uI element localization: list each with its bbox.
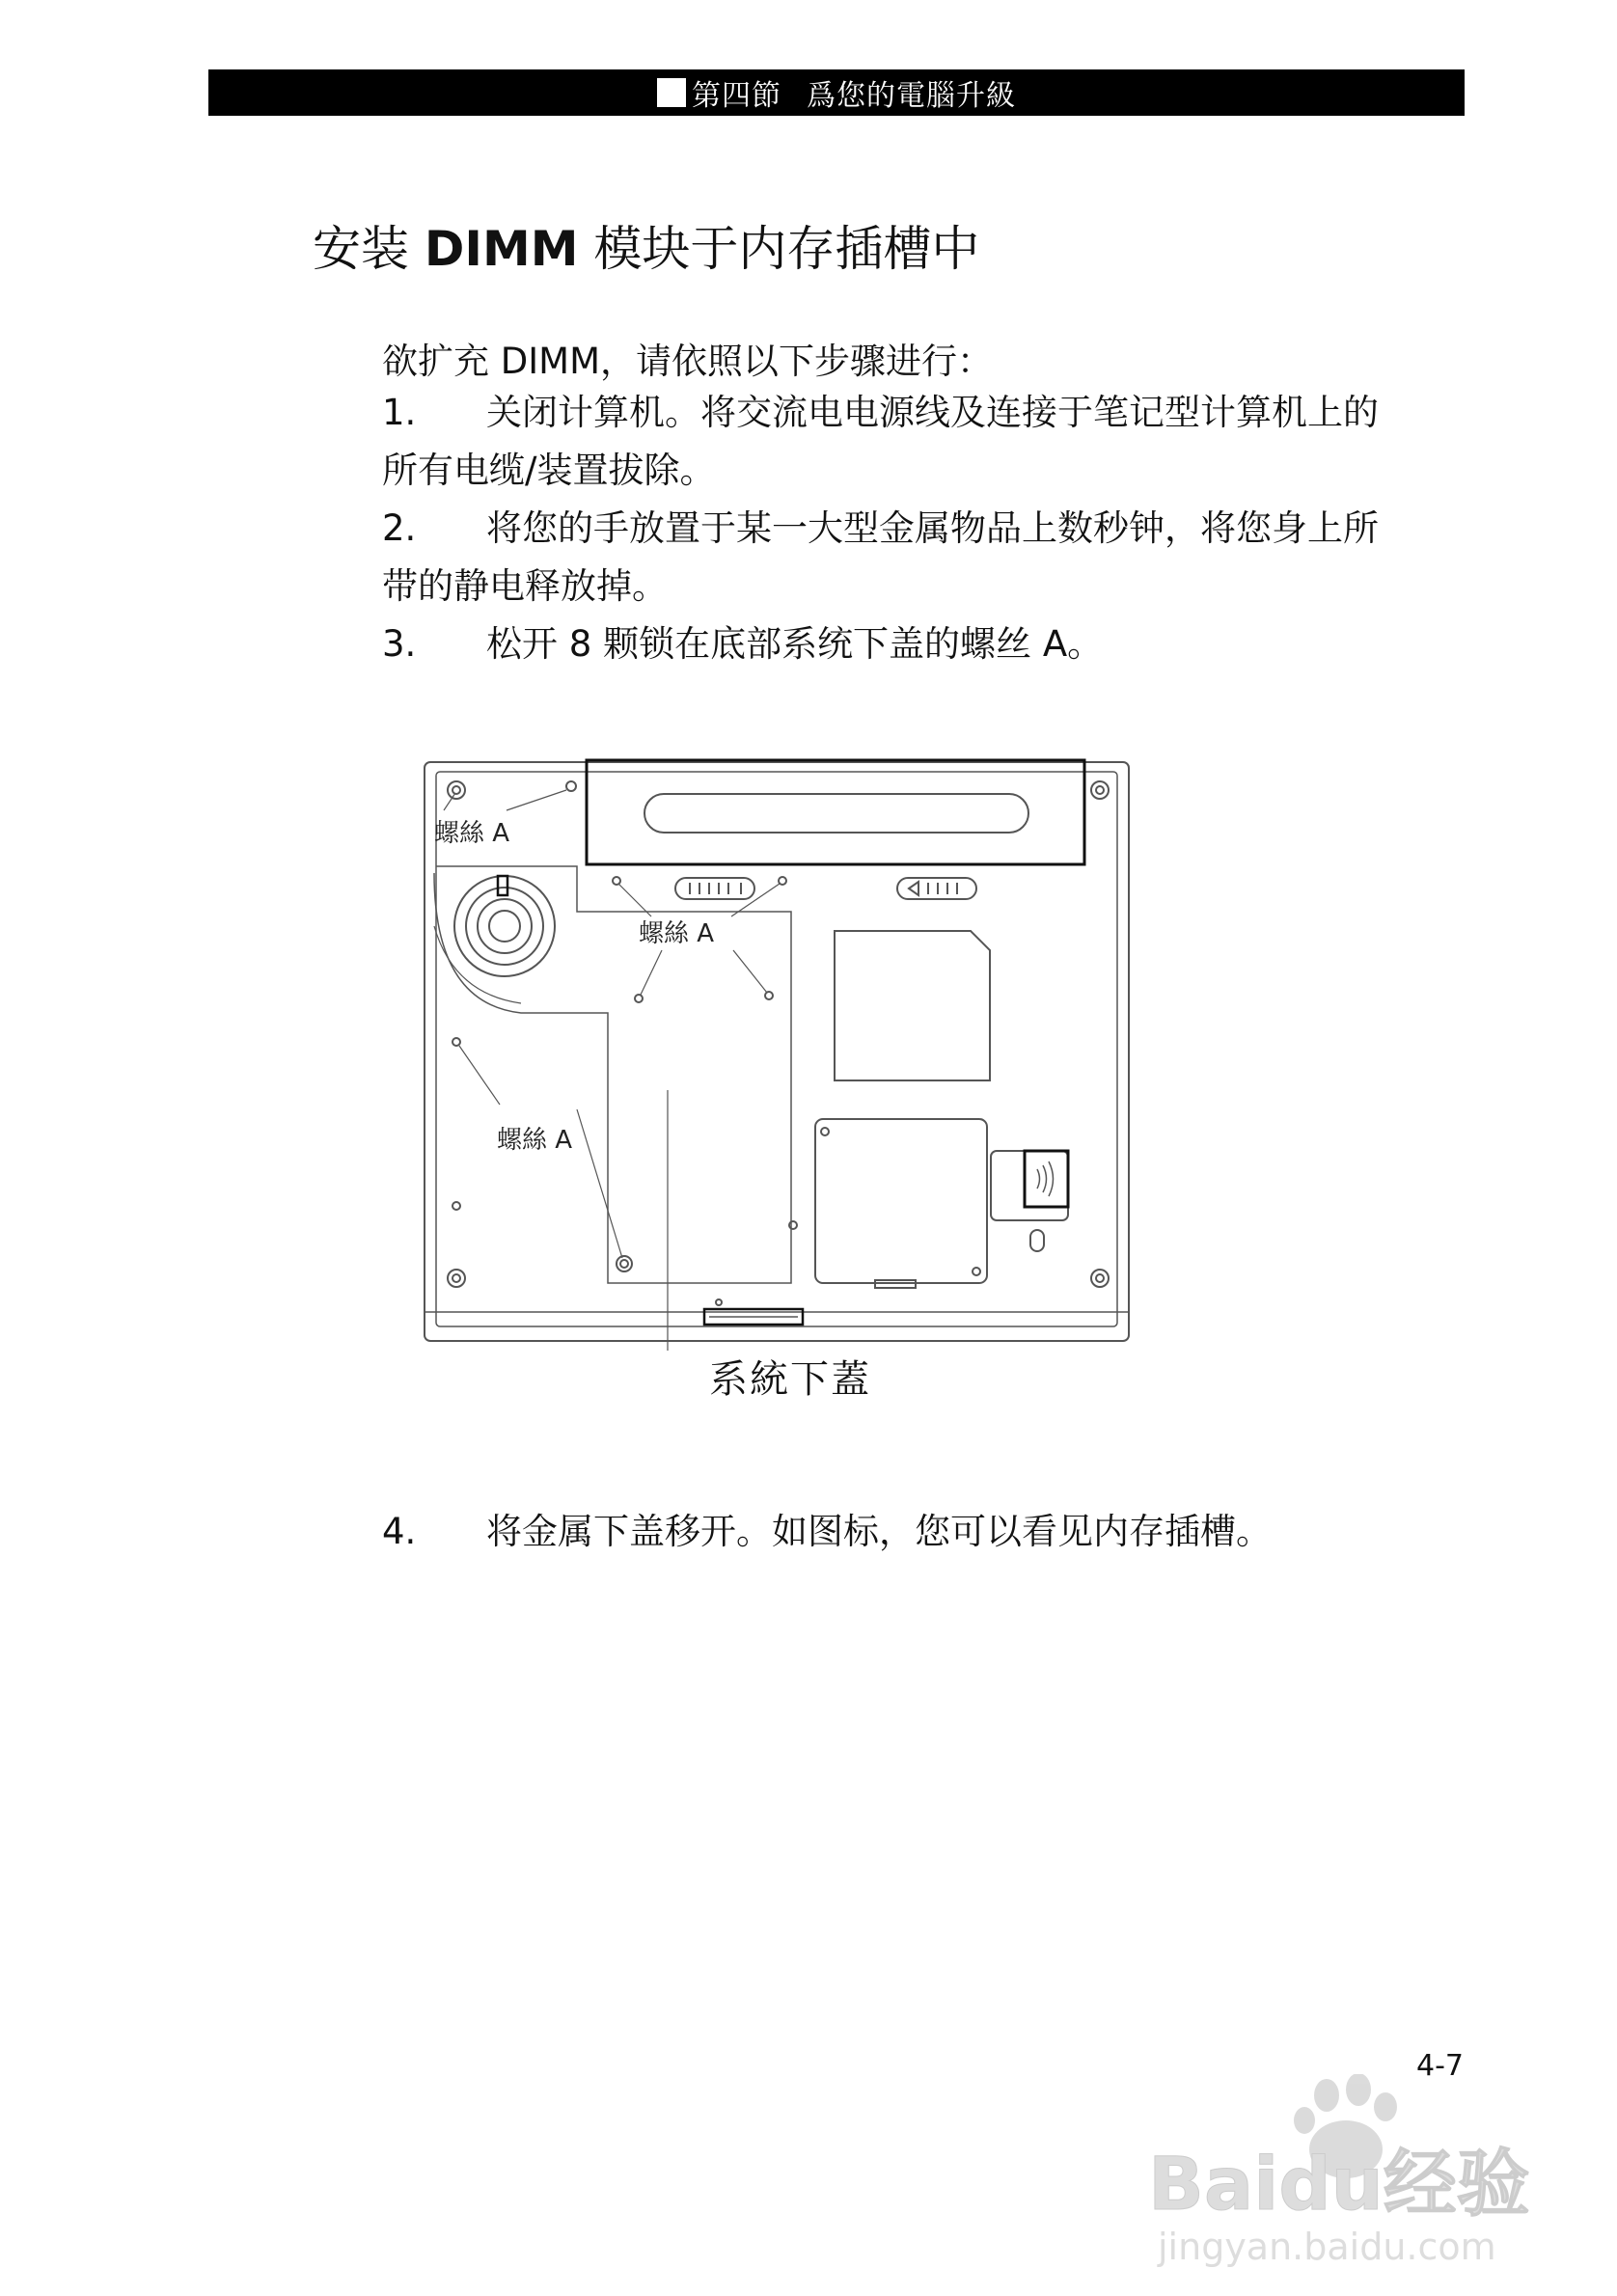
step-continuation: 所有电缆/装置拔除。	[382, 450, 716, 491]
step-continuation: 带的静电释放掉。	[382, 565, 668, 607]
page-title-post: 模块于内存插槽中	[578, 221, 980, 277]
header-title: 爲您的電腦升級	[807, 79, 1016, 113]
screw-label-center: 螺絲 A	[639, 919, 715, 948]
screw-label-left: 螺絲 A	[497, 1126, 573, 1155]
header-section: 第四節	[692, 79, 781, 113]
header-square-icon	[657, 78, 686, 107]
watermark-url: jingyan.baidu.com	[1158, 2226, 1496, 2267]
page-number: 4-7	[1416, 2049, 1464, 2083]
battery-latch-1	[675, 878, 754, 899]
fan-icon	[454, 876, 555, 976]
step-number: 2.	[382, 507, 417, 549]
header-bar	[208, 69, 1465, 116]
laptop-outline	[425, 762, 1129, 1341]
step-text: 将您的手放置于某一大型金属物品上数秒钟，将您身上所	[486, 507, 1379, 549]
baidu-watermark	[1148, 2074, 1553, 2267]
step-2	[382, 500, 1472, 615]
page-title-bold: DIMM	[424, 221, 579, 277]
step-number: 1.	[382, 392, 417, 433]
page-title	[313, 210, 979, 280]
step-4	[382, 1503, 1472, 1561]
step-text: 关闭计算机。将交流电电源线及连接于笔记型计算机上的	[486, 392, 1379, 433]
step-text: 松开 8 颗锁在底部系统下盖的螺丝 A。	[486, 623, 1104, 665]
battery-pack	[587, 760, 1084, 864]
screw-label-top-left: 螺絲 A	[434, 819, 510, 848]
step-text: 将金属下盖移开。如图标，您可以看见内存插槽。	[486, 1511, 1272, 1552]
step-number: 3.	[382, 623, 417, 665]
system-cover-label: 系統下蓋	[709, 1357, 871, 1402]
watermark-logo: Baidu经验	[1148, 2141, 1530, 2227]
step-3	[382, 615, 1472, 673]
step-number: 4.	[382, 1511, 417, 1552]
dimm-door	[815, 1119, 987, 1283]
step-1	[382, 384, 1472, 500]
hdd-compartment	[835, 931, 990, 1080]
laptop-bottom-diagram	[415, 752, 1158, 1408]
system-cover-outline	[434, 866, 791, 1283]
page-title-pre: 安装	[313, 221, 425, 277]
intro-text: 欲扩充 DIMM，请依照以下步骤进行：	[382, 341, 994, 382]
